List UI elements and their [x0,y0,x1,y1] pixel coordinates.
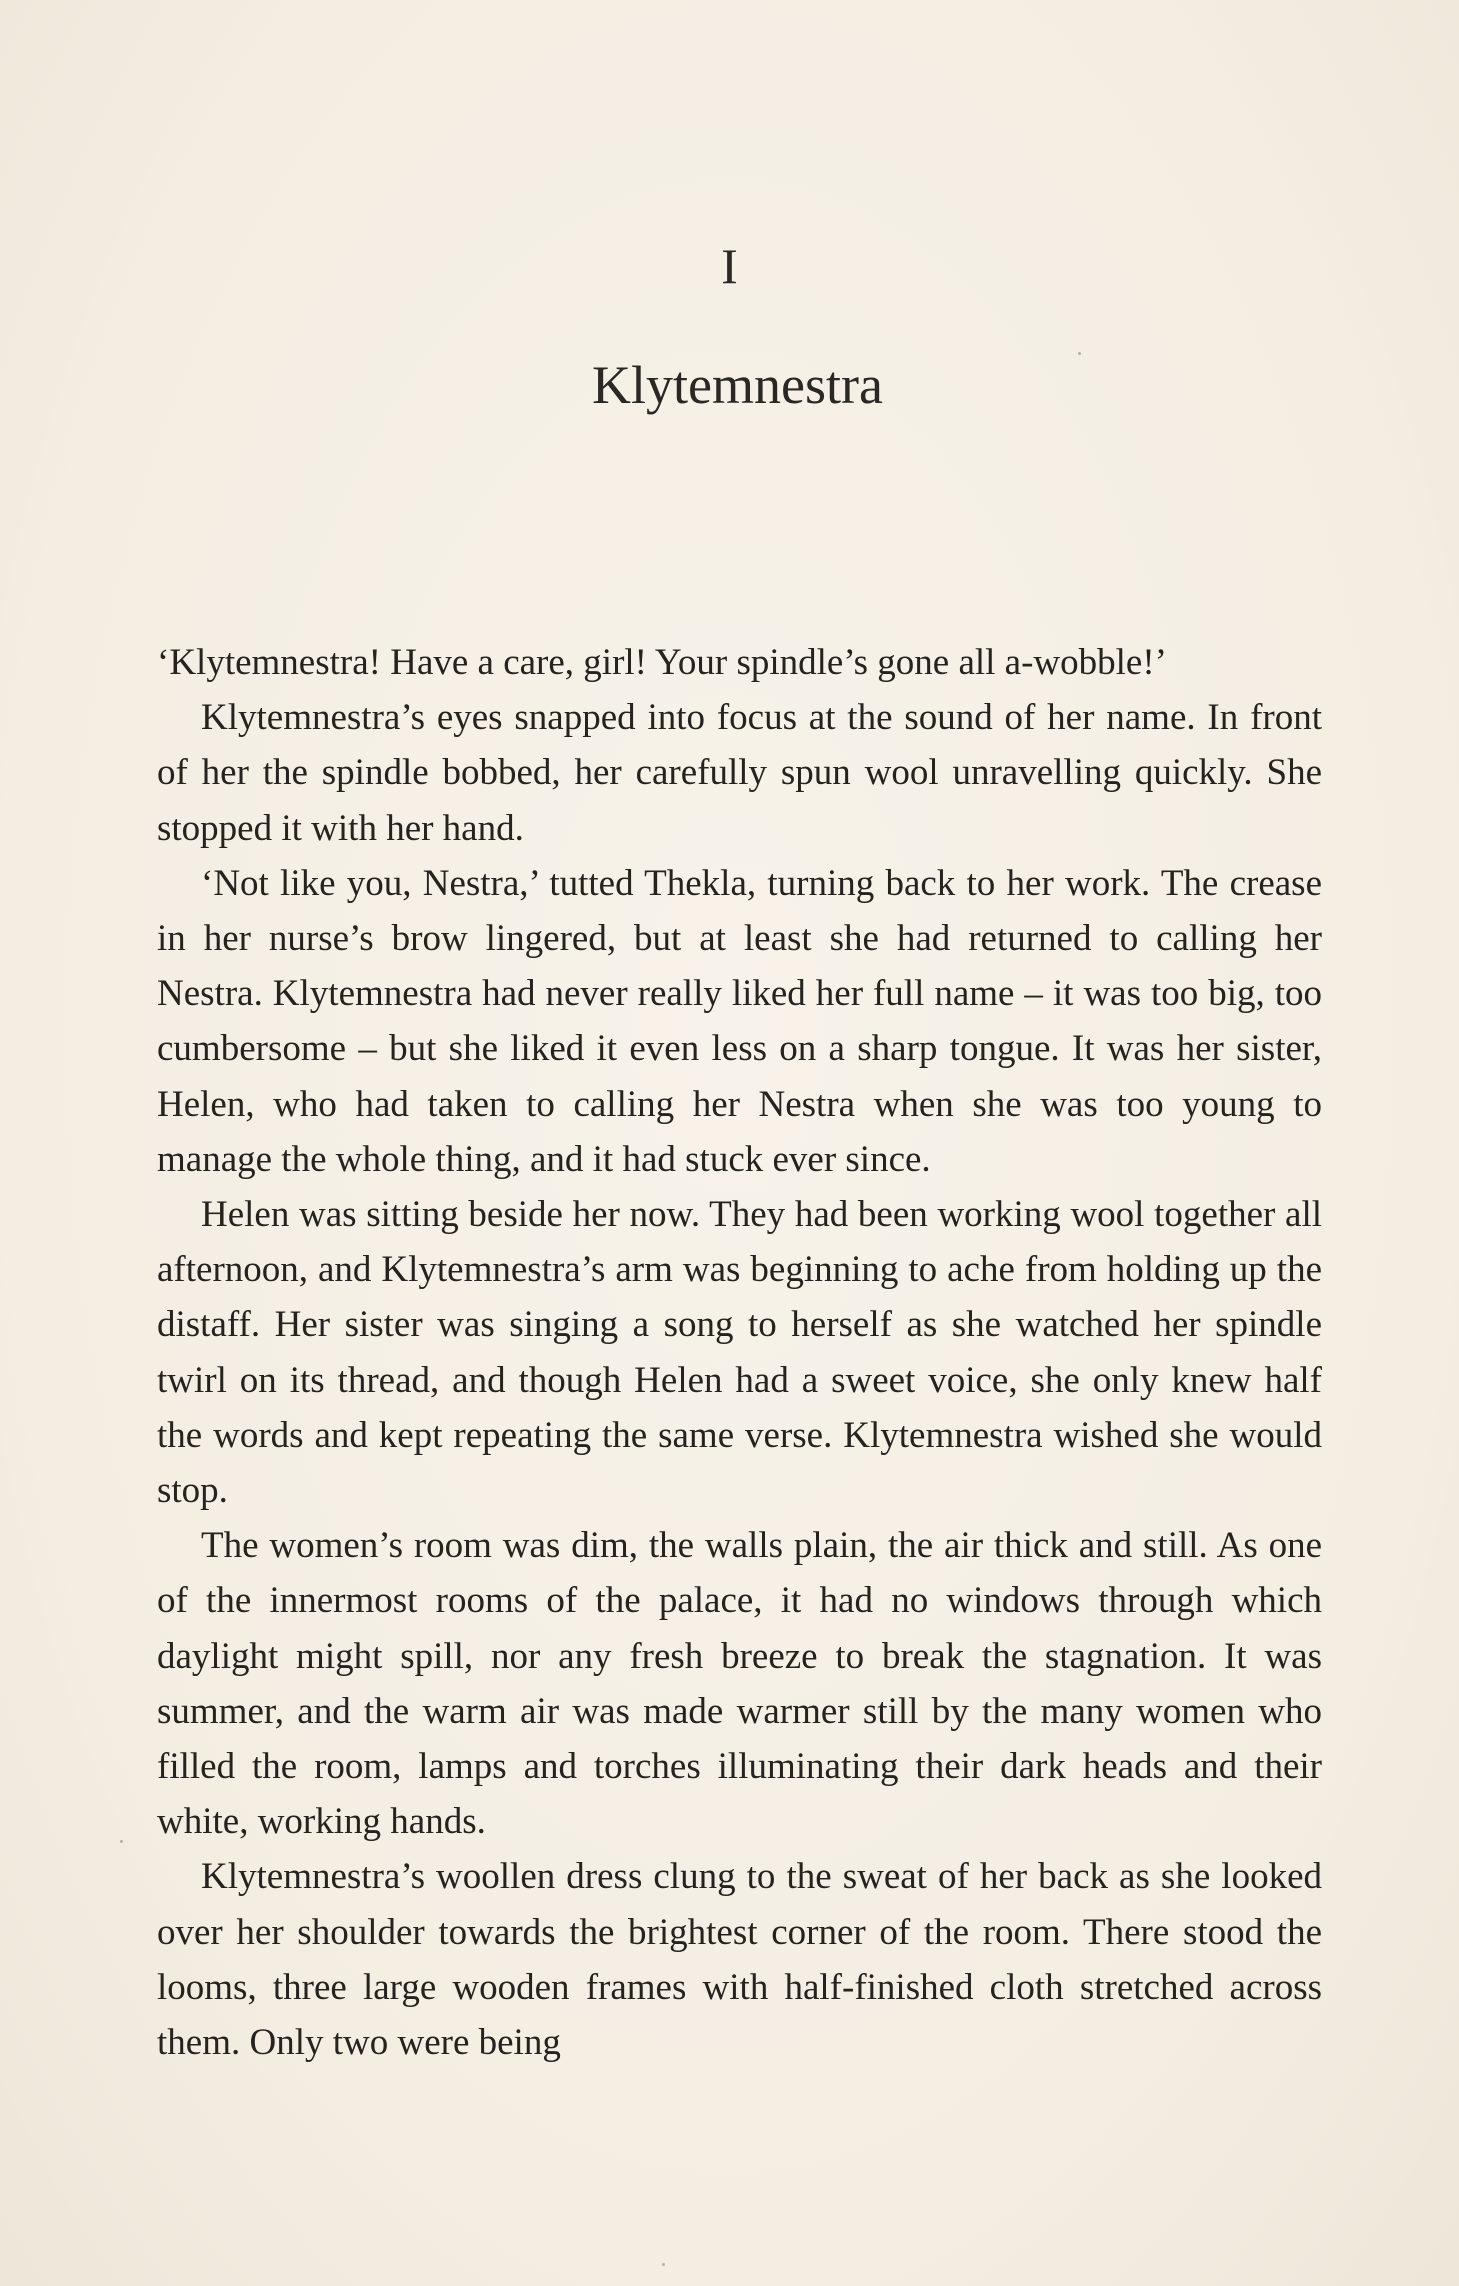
paper-speck [120,1840,123,1843]
paragraph: The women’s room was dim, the walls plain, the air thick and still. As one of the innermost rooms of the palace, it had no windows through which daylight might spill, nor any fresh breeze to break the stagnation. It was summer, and the warm air was made warmer still by the many women who filled the room, lamps and torches illuminating their dark heads and their white, working hands. [157,1525,1322,1843]
chapter-number: I [721,238,738,294]
paragraph: Helen was sitting beside her now. They had been working wool together all afternoon, and Klytemnestra’s arm was beginning to ache from holding up the distaff. Her sister was singing a song to herself as she watched her spindle twirl on its thread, and though Helen had a sweet voice, she only knew half the words and kept repeating the same verse. Klytemnestra wished she would stop. [157,1194,1322,1512]
paragraph: ‘Klytemnestra! Have a care, girl! Your spindle’s gone all a-wobble!’ [157,642,1167,683]
chapter-title: Klytemnestra [592,355,883,415]
paragraph: Klytemnestra’s woollen dress clung to the sweat of her back as she looked over her shoulder towards the brightest corner of the room. There stood the looms, three large wooden frames with half-finished cloth stretched across them. Only two were being [157,1856,1322,2064]
paragraph: ‘Not like you, Nestra,’ tutted Thekla, turning back to her work. The crease in her nurse’s brow lingered, but at least she had returned to calling her Nestra. Klytemnestra had never really liked her full name – it was too big, too cumbersome – but she liked it even less on a sharp tongue. It was her sister, Helen, who had taken to calling her Nestra when she was too young to manage the whole thing, and it had stuck ever since. [157,862,1322,1180]
body-text [157,635,1322,2070]
paper-speck [662,2263,665,2266]
paragraph: Klytemnestra’s eyes snapped into focus at the sound of her name. In front of her the spindle bobbed, her carefully spun wool unravelling quickly. She stopped it with her hand. [157,697,1322,849]
